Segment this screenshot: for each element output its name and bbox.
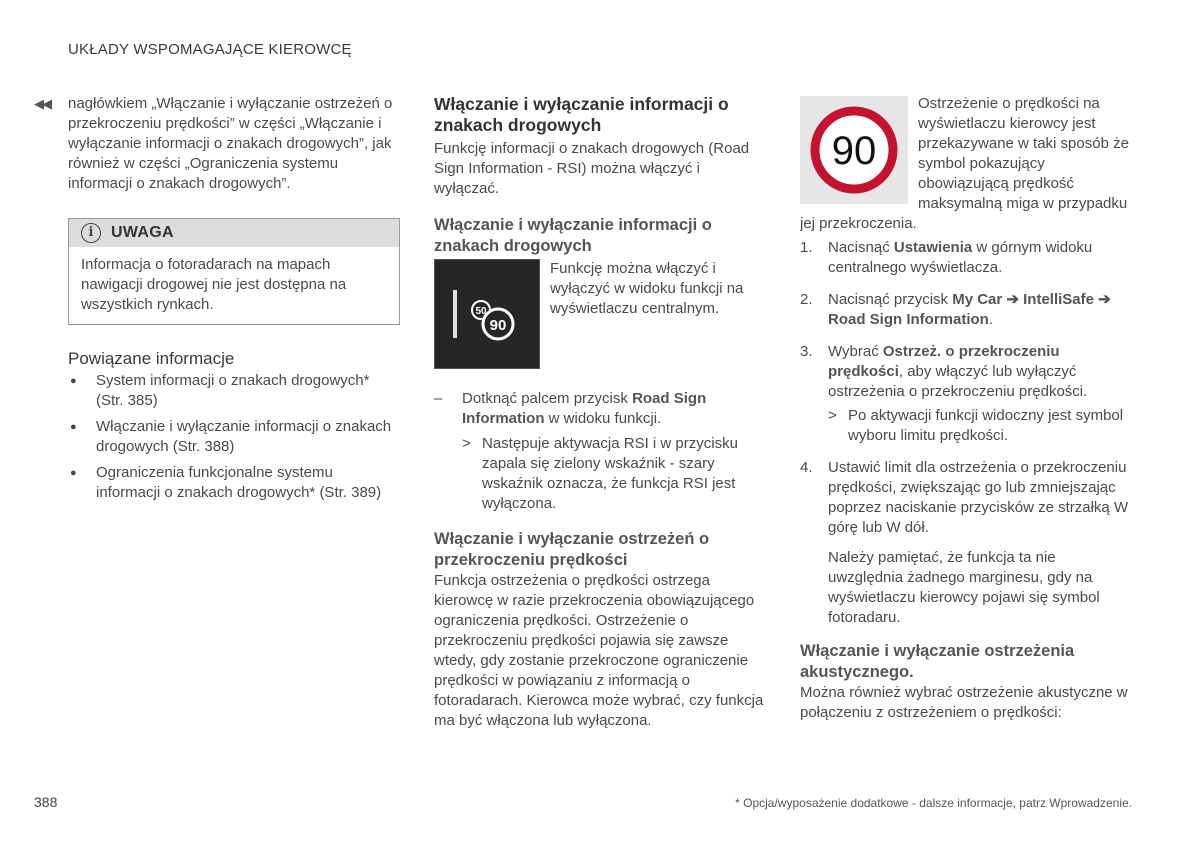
speed-warning-text: Funkcja ostrzeżenia o prędkości ostrzega kierowcę w razie przekroczenia obowiązującego ograniczenia prędkości. Ostrzeżenie o przekroczeniu prędkości pojawia się zawsze wtedy, gdy zostanie przekroczone ograniczenie prędkości w powiązaniu z informacją o fotoradarach. Kierowca może wybrać, czy funkcja ma być włączona lub wyłączona. bbox=[434, 572, 764, 729]
main-text: Funkcję informacji o znakach drogowych (Road Sign Information - RSI) można włączyć i wyłączać. bbox=[434, 140, 750, 197]
step-text: w górnym widoku centralnego wyświetlacza. bbox=[828, 239, 1093, 276]
result-marker: > bbox=[462, 435, 471, 452]
step-number: 3. bbox=[800, 343, 813, 360]
intro-paragraph: nagłówkiem „Włączanie i wyłączanie ostrzeżeń o przekroczeniu prędkości” w części „Włączanie i wyłączanie informacji o znakach drogowych”, jak również w części „Ograniczenia systemu informacji o znakach drogowych”. bbox=[68, 95, 393, 192]
note-text: Informacja o fotoradarach na mapach nawigacji drogowej nie jest dostępna na wszystkich rynkach. bbox=[81, 256, 347, 313]
info-circle-icon: i bbox=[81, 223, 101, 243]
rsi-step-before: Dotknąć palcem przycisk bbox=[462, 390, 633, 407]
rsi-function-button-icon bbox=[434, 259, 540, 369]
column-left bbox=[68, 94, 400, 509]
rsi-result-text: Następuje aktywacja RSI i w przycisku zapala się zielony wskaźnik - szary wskaźnik oznacza, że funkcja RSI jest wyłączona. bbox=[482, 435, 738, 512]
related-link-rsi-system[interactable]: ● System informacji o znakach drogowych* (Str. 385) bbox=[68, 371, 400, 411]
column-middle bbox=[434, 94, 768, 731]
note-title: UWAGA bbox=[111, 224, 174, 241]
related-heading: Powiązane informacje bbox=[68, 349, 235, 368]
page-number: 388 bbox=[34, 794, 58, 810]
step-number: 1. bbox=[800, 239, 813, 256]
step-text: , aby włączyć lub wyłączyć ostrzeżenia o przekroczeniu prędkości. bbox=[828, 363, 1088, 400]
step-text: Wybrać bbox=[828, 343, 883, 360]
rsi-result bbox=[462, 434, 768, 514]
speed-limit-sign-icon bbox=[800, 96, 908, 204]
related-list bbox=[68, 371, 400, 503]
note-box bbox=[68, 218, 400, 325]
rsi-image-block bbox=[434, 259, 768, 375]
settings-steps bbox=[800, 238, 1134, 628]
speed-sign-block bbox=[800, 94, 1134, 234]
note-header bbox=[69, 219, 399, 247]
step-3-result-text: Po aktywacji funkcji widoczny jest symbol wyboru limitu prędkości. bbox=[848, 407, 1124, 444]
sub-heading-acoustic: Włączanie i wyłączanie ostrzeżenia akustycznego. bbox=[800, 642, 1075, 681]
menu-path-ref: My Car ➔ IntelliSafe ➔ Road Sign Information bbox=[828, 291, 1111, 328]
acoustic-text: Można również wybrać ostrzeżenie akustyczne w połączeniu z ostrzeżeniem o prędkości: bbox=[800, 684, 1128, 721]
step-text: Nacisnąć bbox=[828, 239, 894, 256]
running-header: UKŁADY WSPOMAGAJĄCE KIEROWCĘ bbox=[68, 41, 352, 58]
step-text: Nacisnąć przycisk bbox=[828, 291, 953, 308]
main-heading: Włączanie i wyłączanie informacji o znakach drogowych bbox=[434, 94, 729, 135]
step-2 bbox=[800, 290, 1134, 330]
step-4-extra: Należy pamiętać, że funkcja ta nie uwzględnia żadnego marginesu, gdy na wyświetlaczu kierowcy pojawi się symbol fotoradaru. bbox=[828, 549, 1100, 626]
dash-marker: – bbox=[434, 390, 443, 407]
column-right bbox=[800, 94, 1134, 723]
step-text: . bbox=[988, 311, 993, 328]
step-text: Ustawić limit dla ostrzeżenia o przekroczeniu prędkości, zwiększając go lub zmniejszając poprzez naciskanie przycisków ze strzałką W górę lub W dół. bbox=[828, 459, 1129, 536]
step-3-result bbox=[828, 406, 1134, 446]
speed-warning-option-ref: Ostrzeż. o przekroczeniu prędkości bbox=[828, 343, 1060, 380]
related-link-rsi-limits[interactable]: ● Ograniczenia funkcjonalne systemu informacji o znakach drogowych* (Str. 389) bbox=[68, 463, 400, 503]
step-number: 4. bbox=[800, 459, 813, 476]
rsi-step-after: w widoku funkcji. bbox=[544, 410, 662, 427]
continuation-marker-icon: ◀◀ bbox=[34, 96, 50, 111]
sub-heading-speed-warning: Włączanie i wyłączanie ostrzeżeń o przekroczeniu prędkości bbox=[434, 530, 710, 569]
step-4 bbox=[800, 458, 1134, 628]
rsi-step bbox=[434, 389, 768, 429]
step-number: 2. bbox=[800, 291, 813, 308]
sub-heading-rsi: Włączanie i wyłączanie informacji o znakach drogowych bbox=[434, 216, 712, 255]
related-link-rsi-toggle[interactable]: ● Włączanie i wyłączanie informacji o znakach drogowych (Str. 388) bbox=[68, 417, 400, 457]
rsi-image-caption: Funkcję można włączyć i wyłączyć w widoku funkcji na wyświetlaczu centralnym. bbox=[550, 260, 744, 317]
result-marker: > bbox=[828, 407, 837, 424]
speed-sign-caption: Ostrzeżenie o prędkości na wyświetlaczu kierowcy jest przekazywane w taki sposób że symbol pokazujący obowiązującą prędkość maksymalną miga w przypadku jej przekroczenia. bbox=[800, 95, 1129, 232]
road-sign-information-button-ref: Road Sign Information bbox=[462, 390, 707, 427]
speed-limit-number: 90 bbox=[831, 129, 877, 173]
step-1 bbox=[800, 238, 1134, 278]
footnote: * Opcja/wyposażenie dodatkowe - dalsze informacje, patrz Wprowadzenie. bbox=[735, 796, 1132, 810]
rsi-small-sign-number: 50 bbox=[475, 306, 487, 317]
rsi-big-sign-number: 90 bbox=[489, 317, 507, 334]
step-3 bbox=[800, 342, 1134, 446]
settings-button-ref: Ustawienia bbox=[893, 239, 973, 256]
